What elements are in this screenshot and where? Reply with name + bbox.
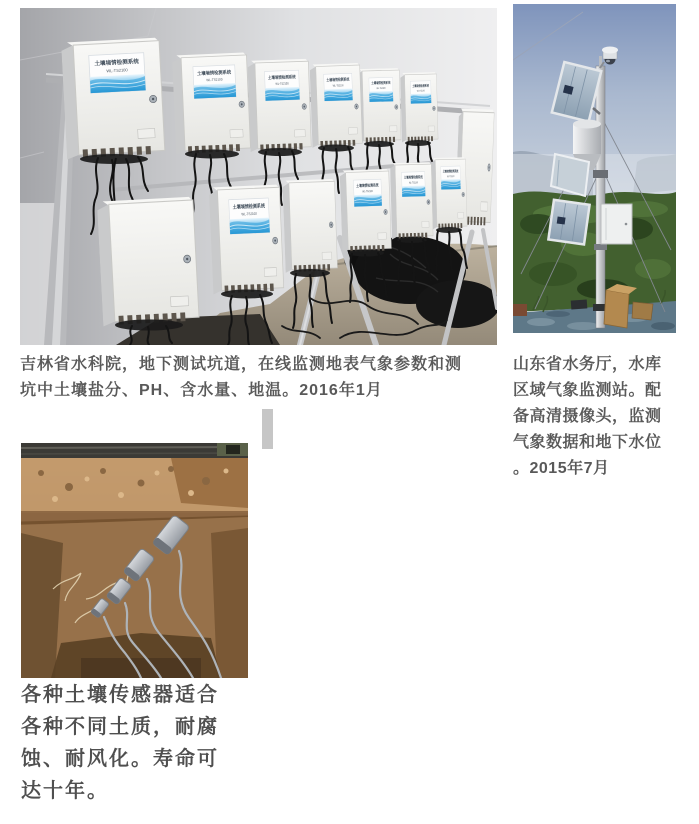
scrollbar-thumb[interactable] [262,409,273,449]
lab-wall-photo [20,8,497,345]
weather-station-illustration [513,4,676,333]
caption-shandong-station [513,352,689,482]
caption-line: 。2015年7月 [513,460,610,477]
soil-pit-illustration [21,443,248,678]
caption-line: 山东省水务厅，水库 [513,356,662,373]
top-board [21,443,248,458]
caption-sensor-durability [21,679,253,807]
soil-pit-photo [21,443,248,678]
caption-line: 坑中土壤盐分、PH、含水量、地温。2016年1月 [20,381,383,399]
caption-line: 备高清摄像头，监测 [513,408,662,425]
lab-wall-illustration [20,8,497,345]
caption-line: 蚀、耐风化。寿命可 [21,748,219,770]
caption-line: 各种不同土质，耐腐 [21,716,219,738]
vegetation [513,191,676,312]
equipment-cabinet [601,204,632,244]
weather-station-photo [513,4,676,333]
caption-line: 区域气象监测站。配 [513,382,662,399]
surface-layer [21,458,248,525]
caption-line: 达十年。 [21,780,109,802]
caption-line: 各种土壤传感器适合 [21,684,219,706]
caption-line: 吉林省水科院，地下测试坑道，在线监测地表气象参数和测 [20,356,463,373]
pit-walls [21,517,248,678]
caption-line: 气象数据和地下水位 [513,434,662,451]
solar-panel-lower [548,200,589,245]
caption-jilin-lab [20,352,498,403]
